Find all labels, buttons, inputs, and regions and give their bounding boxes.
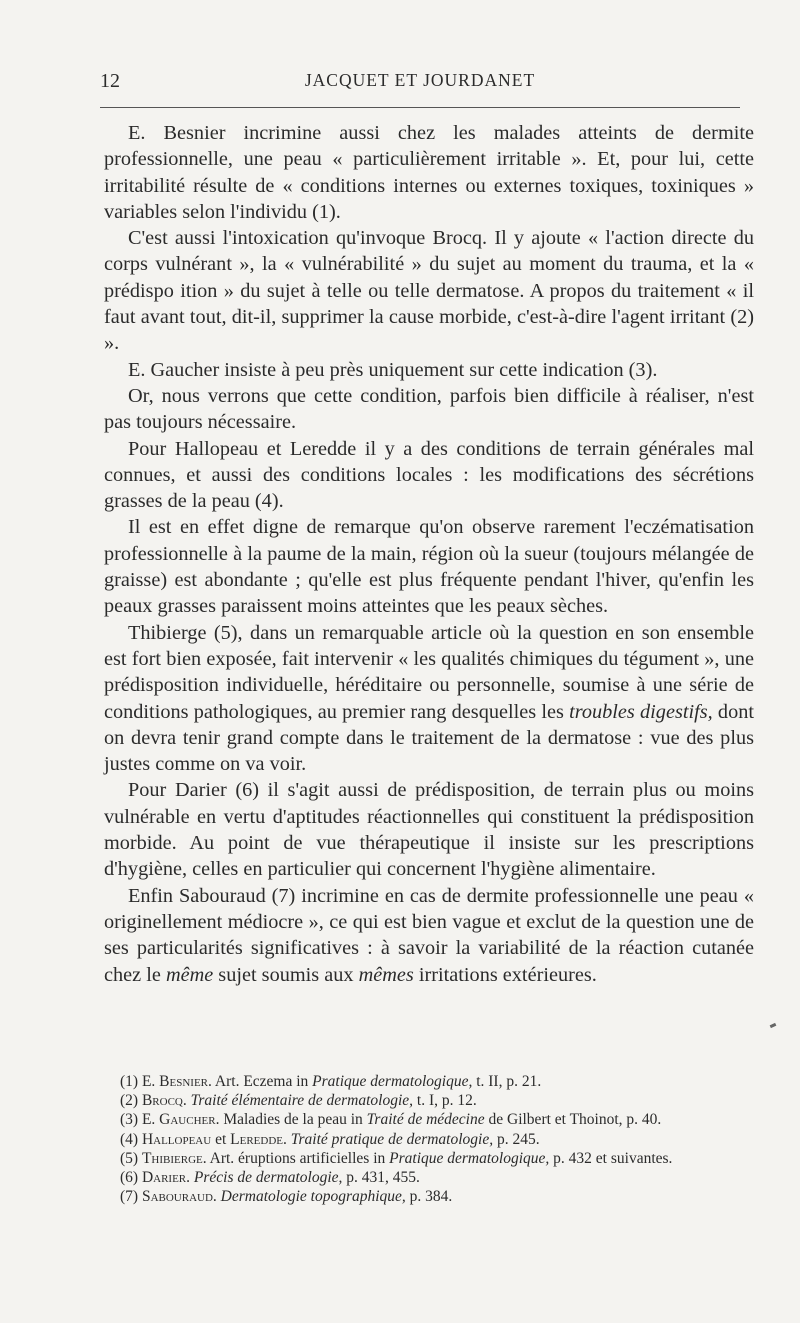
footnote-number: (7) [120,1188,139,1206]
paragraph-9-text-mid: sujet soumis aux [213,963,359,986]
footnote-title: Pratique dermatologique, [389,1149,550,1167]
footnote-1 [103,1072,753,1091]
footnote-text: p. 245. [493,1130,540,1148]
paragraph-2: C'est aussi l'intoxication qu'invoque Brocq. Il y ajoute « l'action directe du corps vulnérant », la « vulnérabilité » du sujet au moment du trauma, et la « prédispo ition » du sujet à telle ou telle dermatose. A propos du traitement « il faut avant tout, dit-il, supprimer la cause morbide, c'est-à-dire l'agent irritant (2) ». [104,227,754,355]
footnote-text: p. 384. [405,1188,453,1206]
footnote-2 [103,1091,753,1110]
paragraph-7-text-end: dont on devra tenir grand compte dans le traitement de la dermatose : vue des plus justes comme on va voir. [104,700,754,776]
footnote-text: de Gilbert et Thoinot, p. 40. [484,1111,662,1129]
paragraph-3: E. Gaucher insiste à peu près uniquement sur cette indication (3). [128,358,658,381]
paragraph-7-text: Thibierge (5), dans un remarquable article où la question en son ensemble est fort bien exposée, fait intervenir « les qualités chimiques du tégument », une prédisposition individuelle, héréditaire ou personnelle, soumise à une série de conditions pathologiques, au premier rang desquelles les [104,621,754,723]
footnote-text: t. II, p. 21. [472,1073,542,1090]
paragraph-4: Or, nous verrons que cette condition, parfois bien difficile à réaliser, n'est pas toujours nécessaire. [104,384,754,434]
paragraph-6: Il est en effet digne de remarque qu'on observe rarement l'eczématisation professionnelle à la paume de la main, région où la sueur (toujours mélangée de graisse) est abondante ; qu'elle est plus fréquente pendant l'hiver, qu'enfin les peaux grasses paraissent moins atteintes que les peaux sèches. [104,516,754,618]
footnote-7 [103,1187,753,1206]
footnote-author: Brocq. [141,1092,187,1110]
footnote-title: Traité de médecine [366,1111,485,1129]
paragraph-1: E. Besnier incrimine aussi chez les malades atteints de dermite professionnelle, une peau « particulièrement irritable ». Et, pour lui, cette irritabilité résulte de « conditions internes ou externes toxiques, toxiniques » variables selon l'individu (1). [104,122,754,223]
footnote-text: p. 431, 455. [342,1169,420,1187]
footnote-3 [103,1110,753,1129]
italic-term: même [165,963,214,986]
stray-ink-mark [770,1023,777,1028]
footnote-title: Dermatologie topographique, [220,1188,406,1206]
footnote-text: p. 432 et suivantes. [549,1149,673,1167]
footnote-title: Précis de dermatologie, [193,1169,343,1187]
footnote-text: Maladies de la peau in [219,1111,367,1129]
paragraph-9-text: Enfin Sabouraud (7) incrimine en cas de dermite professionnelle une peau « originellement médiocre », ce qui est bien vague et exclut de la question une de ses particularités significatives : à savoir la variabilité de la réaction cutanée chez le [104,884,754,986]
paragraph-9-text-end: irritations extérieures. [413,963,597,986]
italic-term: mêmes [358,963,414,986]
header-rule [100,107,740,108]
footnote-number: (1) [120,1073,139,1090]
footnote-title: Pratique dermatologique, [312,1073,473,1090]
footnote-number: (3) [120,1111,139,1129]
footnote-author: Darier. [141,1169,191,1187]
paragraph-9 [104,883,754,988]
footnote-author: E. Besnier. [141,1073,212,1090]
paragraph-8: Pour Darier (6) il s'agit aussi de prédisposition, de terrain plus ou moins vulnérable en vertu d'aptitudes réactionnelles qui constituent la prédisposition morbide. Au point de vue thérapeutique il insiste sur les prescriptions d'hygiène, celles en particulier qui concernent l'hygiène alimentaire. [104,779,754,881]
body-text [104,120,754,988]
footnote-title: Traité pratique de dermatologie, [290,1130,494,1148]
footnote-title: Traité élémentaire de dermatologie, [190,1092,414,1110]
footnote-5 [103,1149,753,1168]
page-number: 12 [100,70,120,92]
footnote-6 [103,1168,753,1187]
footnotes [103,1072,753,1206]
footnote-text: t. I, p. 12. [413,1092,477,1110]
footnote-author-2: Leredde. [230,1130,287,1148]
footnote-author: E. Gaucher. [141,1111,220,1129]
footnote-author: Hallopeau [141,1130,212,1148]
running-title: JACQUET ET JOURDANET [304,70,536,90]
footnote-number: (4) [120,1130,139,1148]
footnote-text: Art. éruptions artificielles in [206,1149,390,1167]
footnote-text: Art. Eczema in [211,1073,313,1090]
footnote-number: (5) [120,1149,139,1167]
paragraph-7 [104,620,754,778]
page-header [100,70,740,96]
footnote-number: (2) [120,1092,139,1110]
footnote-4 [103,1130,753,1149]
footnote-author: Sabouraud. [141,1188,217,1206]
paragraph-5: Pour Hallopeau et Leredde il y a des conditions de terrain générales mal connues, et aussi des conditions locales : les modifications des sécrétions grasses de la peau (4). [104,437,754,513]
italic-term: troubles digestifs, [569,700,713,723]
footnote-text: et [211,1130,231,1148]
footnote-number: (6) [120,1169,139,1187]
footnote-author: Thibierge. [141,1149,207,1167]
